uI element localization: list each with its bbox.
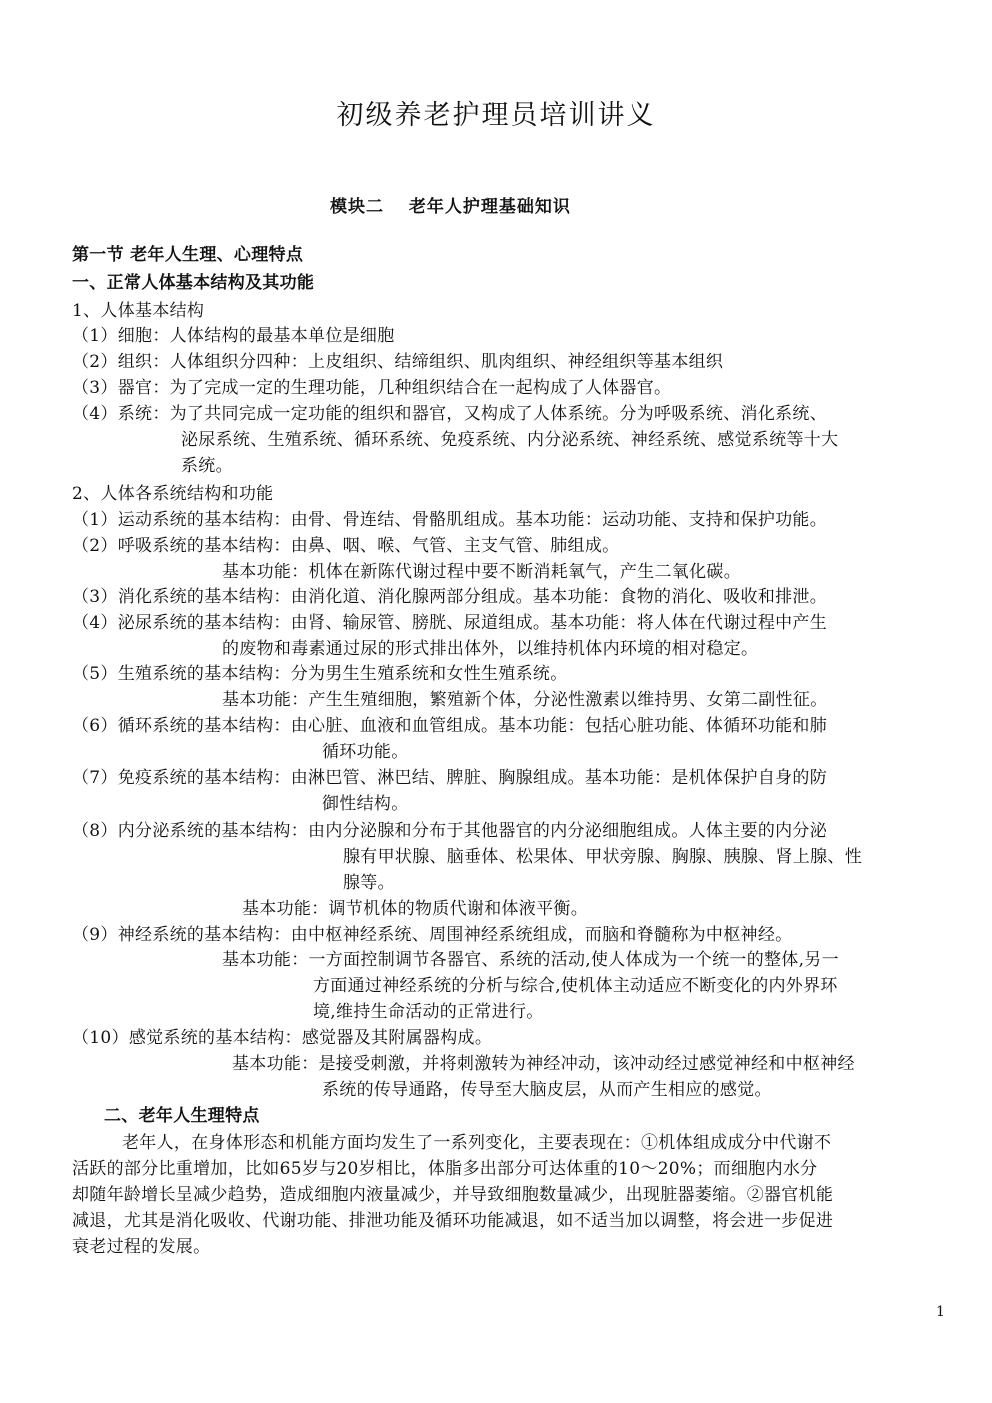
paragraph-line: 活跃的部分比重增加，比如65岁与20岁相比，体脂多出部分可达体重的10～20%；而细胞内水分 <box>72 1159 818 1179</box>
text-line: （7）免疫系统的基本结构：由淋巴管、淋巴结、脾脏、胸腺组成。基本功能：是机体保护自身的防 <box>72 768 828 788</box>
text-line: 基本功能：产生生殖细胞，繁殖新个体，分泌性激素以维持男、女第二副性征。 <box>222 690 828 710</box>
module-heading: 模块二 老年人护理基础知识 <box>330 197 571 217</box>
subsection-heading: 一、正常人体基本结构及其功能 <box>72 273 315 293</box>
list-heading: 2、人体各系统结构和功能 <box>72 484 274 504</box>
paragraph-line: 老年人，在身体形态和机能方面均发生了一系列变化，主要表现在：①机体组成成分中代谢不 <box>122 1133 832 1153</box>
paragraph-line: 减退，尤其是消化吸收、代谢功能、排泄功能及循环功能减退，如不适当加以调整，将会进一步促进 <box>72 1211 834 1231</box>
text-line: 御性结构。 <box>322 794 409 814</box>
text-line: （1）细胞：人体结构的最基本单位是细胞 <box>72 326 395 346</box>
text-line: 境,维持生命活动的正常进行。 <box>313 1002 544 1022</box>
document-title: 初级养老护理员培训讲义 <box>336 100 656 131</box>
text-line: 方面通过神经系统的分析与综合,使机体主动适应不断变化的内外界环 <box>313 976 838 996</box>
text-line: （8）内分泌系统的基本结构：由内分泌腺和分布于其他器官的内分泌细胞组成。人体主要的内分泌 <box>72 821 828 841</box>
text-line: （3）器官：为了完成一定的生理功能，几种组织结合在一起构成了人体器官。 <box>72 378 672 398</box>
page-number: 1 <box>936 1304 945 1320</box>
text-line: 基本功能：机体在新陈代谢过程中要不断消耗氧气，产生二氧化碳。 <box>222 562 741 582</box>
subsection-heading: 二、老年人生理特点 <box>104 1106 260 1126</box>
text-line: （5）生殖系统的基本结构：分为男生生殖系统和女性生殖系统。 <box>72 664 568 684</box>
text-line: （4）泌尿系统的基本结构：由肾、输尿管、膀胱、尿道组成。基本功能：将人体在代谢过程中产生 <box>72 613 828 633</box>
text-line: 腺等。 <box>343 873 395 893</box>
text-line: 基本功能：一方面控制调节各器官、系统的活动,使人体成为一个统一的整体,另一 <box>222 950 839 970</box>
text-line: （4）系统：为了共同完成一定功能的组织和器官，又构成了人体系统。分为呼吸系统、消化系统、 <box>72 404 828 424</box>
text-line: （1）运动系统的基本结构：由骨、骨连结、骨骼肌组成。基本功能：运动功能、支持和保护功能。 <box>72 510 828 530</box>
text-line: （10）感觉系统的基本结构：感觉器及其附属器构成。 <box>72 1028 493 1048</box>
text-line: 系统。 <box>181 456 233 476</box>
text-line: （2）呼吸系统的基本结构：由鼻、咽、喉、气管、主支气管、肺组成。 <box>72 536 620 556</box>
paragraph-line: 却随年龄增长呈减少趋势，造成细胞内液量减少，并导致细胞数量减少，出现脏器萎缩。②器官机能 <box>72 1185 834 1205</box>
text-line: 系统的传导通路，传导至大脑皮层，从而产生相应的感觉。 <box>322 1080 772 1100</box>
section-heading: 第一节 老年人生理、心理特点 <box>72 245 304 265</box>
text-line: 的废物和毒素通过尿的形式排出体外，以维持机体内环境的相对稳定。 <box>222 639 759 659</box>
text-line: （9）神经系统的基本结构：由中枢神经系统、周围神经系统组成，而脑和脊髓称为中枢神经。 <box>72 925 793 945</box>
paragraph-line: 衰老过程的发展。 <box>72 1237 211 1257</box>
text-line: 循环功能。 <box>322 742 409 762</box>
text-line: 基本功能：调节机体的物质代谢和体液平衡。 <box>242 899 588 919</box>
list-heading: 1、人体基本结构 <box>72 301 205 321</box>
text-line: 基本功能：是接受刺激，并将刺激转为神经冲动，该冲动经过感觉神经和中枢神经 <box>232 1054 855 1074</box>
text-line: （3）消化系统的基本结构：由消化道、消化腺两部分组成。基本功能：食物的消化、吸收和排泄。 <box>72 587 828 607</box>
text-line: （2）组织：人体组织分四种：上皮组织、结缔组织、肌肉组织、神经组织等基本组织 <box>72 352 724 372</box>
text-line: （6）循环系统的基本结构：由心脏、血液和血管组成。基本功能：包括心脏功能、体循环功能和肺 <box>72 716 828 736</box>
text-line: 腺有甲状腺、脑垂体、松果体、甲状旁腺、胸腺、胰腺、肾上腺、性 <box>343 847 862 867</box>
text-line: 泌尿系统、生殖系统、循环系统、免疫系统、内分泌系统、神经系统、感觉系统等十大 <box>181 430 839 450</box>
